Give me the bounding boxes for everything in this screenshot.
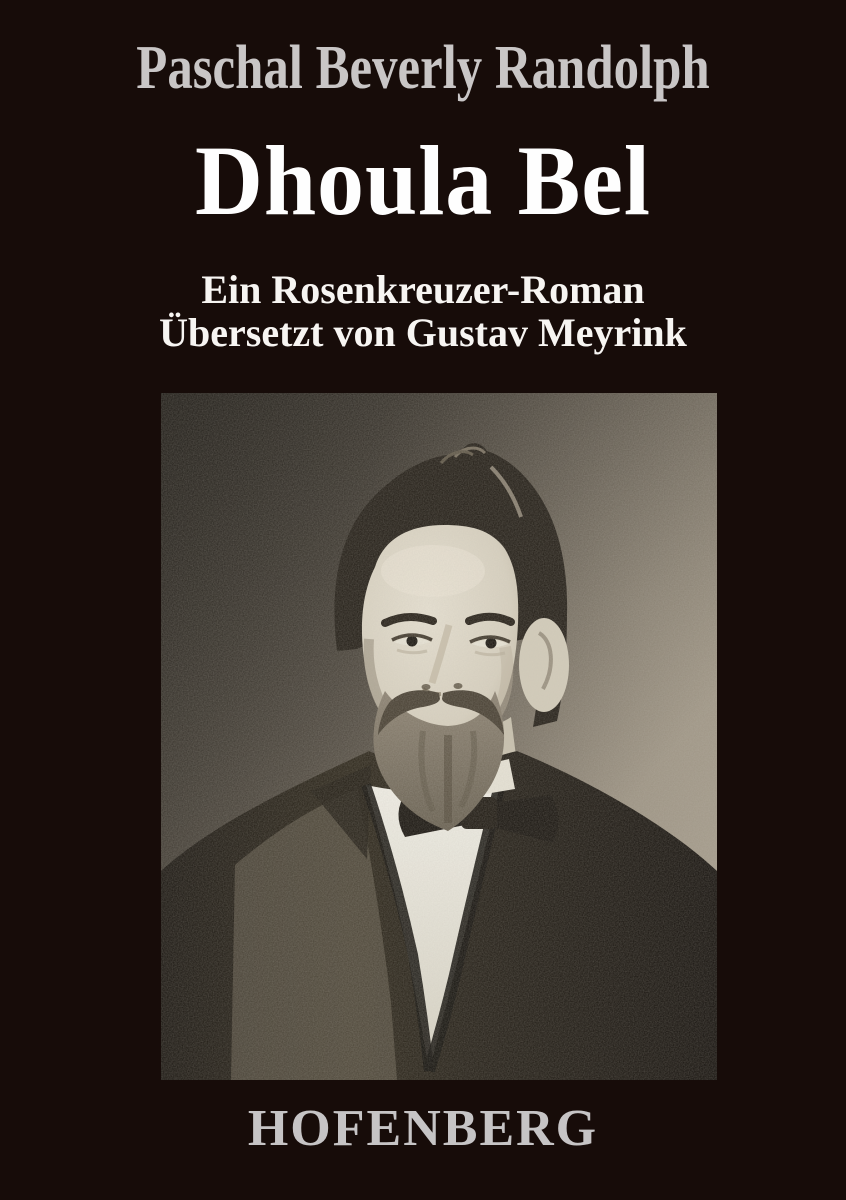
subtitle-line-1: Ein Rosenkreuzer-Roman (201, 267, 645, 312)
subtitle (0, 268, 846, 354)
film-grain-overlay (161, 393, 717, 1080)
portrait-photo (161, 393, 717, 1080)
portrait-illustration (161, 393, 717, 1080)
publisher-logo-text: HOFENBERG (247, 1100, 599, 1157)
author-name: Paschal Beverly Randolph (136, 34, 710, 102)
subtitle-line-2: Übersetzt von Gustav Meyrink (159, 310, 687, 356)
book-title: Dhoula Bel (194, 125, 651, 236)
